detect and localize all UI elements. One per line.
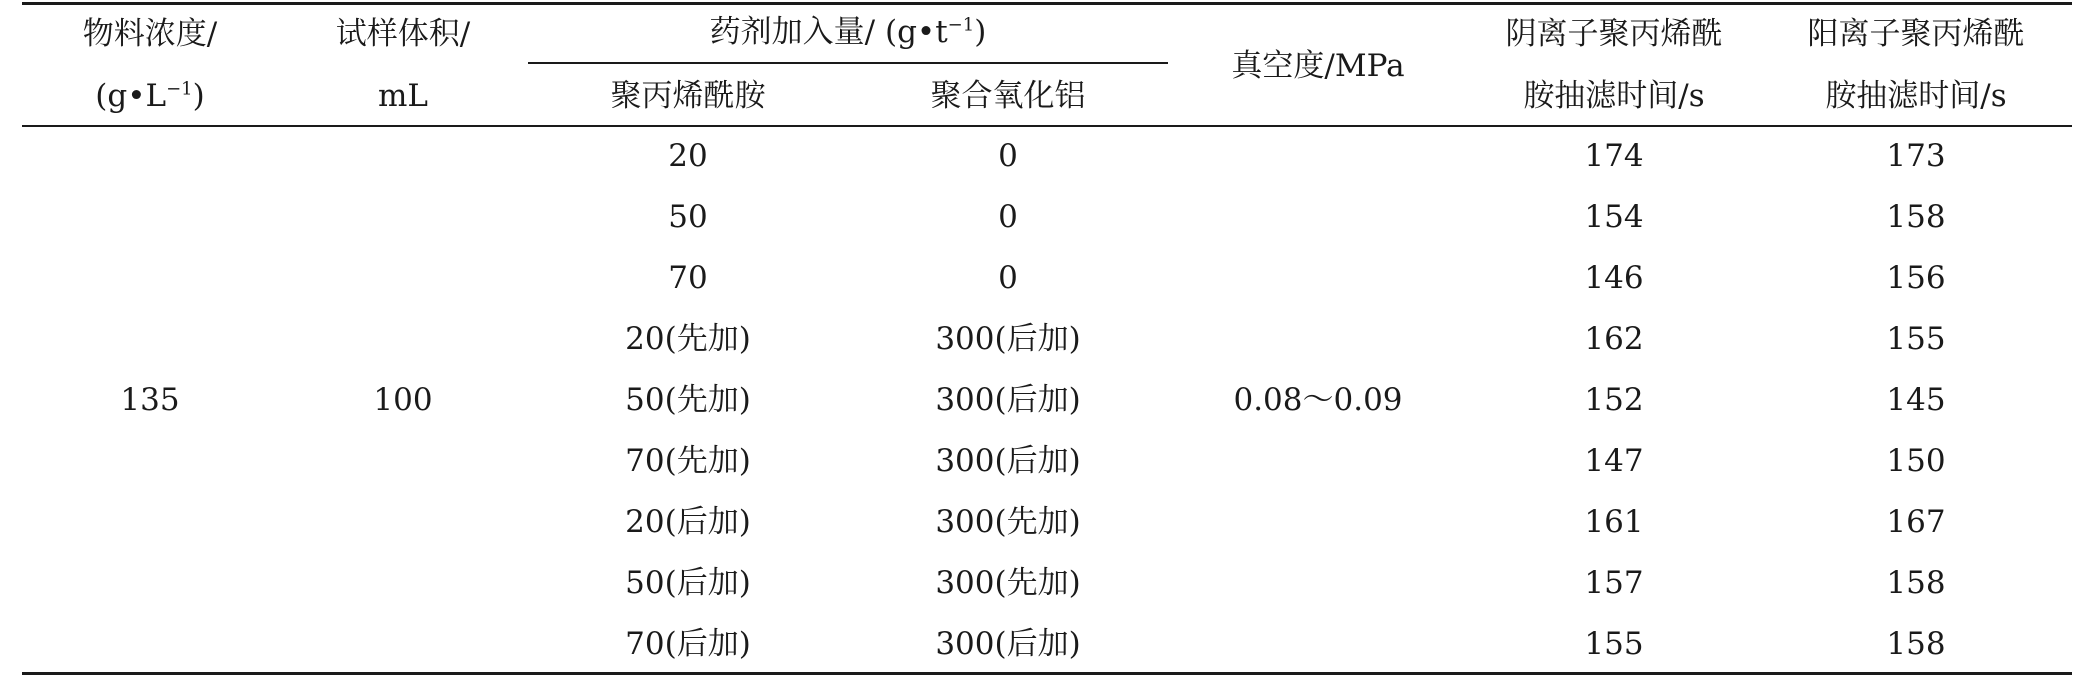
cell-pac: 0: [998, 199, 1018, 235]
cell-pam: 50(后加): [625, 565, 751, 601]
header-concentration-line1: 物料浓度/: [82, 16, 218, 52]
cell-pam: 70(后加): [625, 626, 751, 662]
header-volume: [278, 14, 528, 116]
header-rule: [22, 125, 2072, 127]
cell-anionic: 174: [1584, 138, 1644, 174]
cell-pam: 20: [668, 138, 708, 174]
cell-pac: 300(后加): [935, 443, 1081, 479]
cell-anionic: 155: [1584, 626, 1644, 662]
header-cationic-line2: 胺抽滤时间/s: [1825, 78, 2007, 114]
cell-anionic: 146: [1584, 260, 1644, 296]
cell-anionic: 147: [1584, 443, 1644, 479]
cell-cationic: 158: [1886, 199, 1946, 235]
cell-pam: 20(先加): [625, 321, 751, 357]
cell-cationic: 156: [1886, 260, 1946, 296]
cell-cationic: 145: [1886, 382, 1946, 418]
cell-cationic: 158: [1886, 626, 1946, 662]
cell-anionic: 161: [1584, 504, 1644, 540]
header-cationic: [1760, 14, 2072, 116]
header-concentration: [22, 14, 278, 116]
cell-pac: 300(后加): [935, 321, 1081, 357]
data-table: [22, 0, 2072, 688]
cell-pac: 300(后加): [935, 626, 1081, 662]
cell-pam: 20(后加): [625, 504, 751, 540]
header-vacuum: 真空度/MPa: [1231, 48, 1405, 84]
header-volume-line1: 试样体积/: [335, 16, 471, 52]
header-concentration-line2: $(g•L^{-1})$: [95, 78, 205, 114]
header-volume-line2: mL: [378, 78, 428, 114]
header-pac: 聚合氧化铝: [930, 78, 1086, 114]
cell-pam: 50(先加): [625, 382, 751, 418]
cell-volume: 100: [373, 382, 433, 418]
cell-pac: 300(先加): [935, 565, 1081, 601]
cell-cationic: 155: [1886, 321, 1946, 357]
cell-anionic: 162: [1584, 321, 1644, 357]
header-dosage: 药剂加入量/ $(g•t^{-1})$: [709, 14, 987, 50]
bottom-rule: [22, 672, 2072, 675]
header-anionic-line1: 阴离子聚丙烯酰: [1505, 16, 1723, 52]
header-pam: 聚丙烯酰胺: [610, 78, 766, 114]
header-cationic-line1: 阳离子聚丙烯酰: [1807, 16, 2025, 52]
top-rule: [22, 2, 2072, 5]
cell-anionic: 154: [1584, 199, 1644, 235]
cell-vacuum: 0.08～0.09: [1233, 382, 1403, 418]
cell-pac: 300(先加): [935, 504, 1081, 540]
header-anionic: [1468, 14, 1760, 116]
cell-pac: 0: [998, 260, 1018, 296]
cell-anionic: 152: [1584, 382, 1644, 418]
cell-concentration: 135: [120, 382, 180, 418]
cell-cationic: 158: [1886, 565, 1946, 601]
cell-pam: 70: [668, 260, 708, 296]
cell-cationic: 150: [1886, 443, 1946, 479]
cell-cationic: 173: [1886, 138, 1946, 174]
cell-pam: 50: [668, 199, 708, 235]
cell-cationic: 167: [1886, 504, 1946, 540]
dosage-subheader-rule: [528, 62, 1168, 64]
cell-pac: 0: [998, 138, 1018, 174]
cell-pam: 70(先加): [625, 443, 751, 479]
cell-pac: 300(后加): [935, 382, 1081, 418]
header-anionic-line2: 胺抽滤时间/s: [1523, 78, 1705, 114]
cell-anionic: 157: [1584, 565, 1644, 601]
